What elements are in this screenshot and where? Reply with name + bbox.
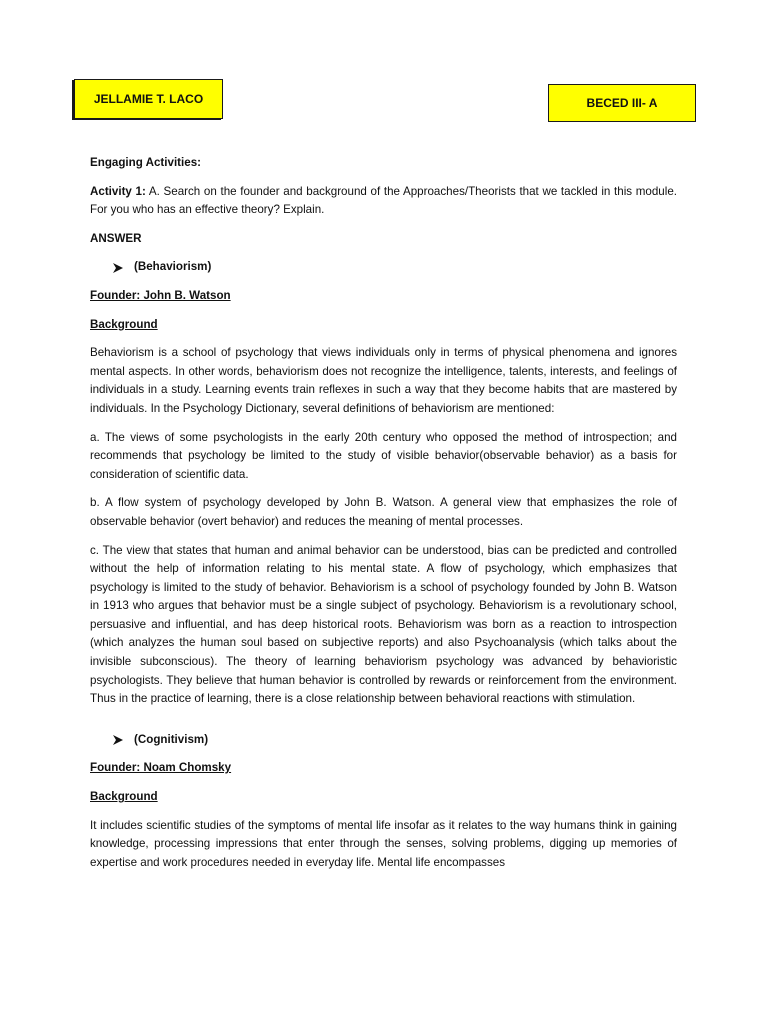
student-name-box: [74, 79, 223, 119]
answer-label: ANSWER: [90, 231, 142, 245]
arrow-bullet-icon: [112, 734, 124, 746]
behaviorism-paragraph-b: b. A flow system of psychology developed by John B. Watson. A general view that emphasizes the role of observable behavior (overt behavior) and reduces the meaning of mental processes.: [90, 496, 677, 528]
bullet-cognitivism: [90, 731, 677, 750]
arrow-bullet-icon: [112, 262, 124, 274]
section-label: BECED III- A: [586, 96, 658, 110]
behaviorism-background-label: Background: [90, 317, 158, 331]
cognitivism-paragraph-1: It includes scientific studies of the symptoms of mental life insofar as it relates to the way humans think in gaining knowledge, processing impressions that enter through the senses, solving problems, digging up memories of expertise and work procedures needed in everyday life. Mental life encompasses: [90, 818, 677, 869]
behaviorism-title: (Behaviorism): [134, 260, 212, 274]
activity-text: A. Search on the founder and background of the Approaches/Theorists that we tackled in this module. For you who has an effective theory? Explain.: [90, 184, 677, 217]
heading-engaging-activities: Engaging Activities:: [90, 156, 202, 169]
cognitivism-title: (Cognitivism): [134, 732, 209, 746]
activity-label: Activity 1:: [90, 184, 146, 198]
cognitivism-background-label: Background: [90, 790, 158, 804]
cognitivism-founder: Founder: Noam Chomsky: [90, 761, 232, 775]
document-body: [90, 154, 677, 882]
behaviorism-paragraph-c: c. The view that states that human and animal behavior can be understood, bias can be predicted and controlled without the help of information relating to his mental state. A flow of psychology, which emphasizes that psychology is limited to the study of behavior. Behaviorism is a school of psychology founded by John B. Watson in 1913 who argues that behavior must be a single subject of psychology. Behaviorism is a revolutionary school, persuasive and influential, and has deep historical roots. Behaviorism was born as a reaction to introspection (which analyzes the human soul based on subjective reports) and also Psychoanalysis (which talks about the invisible subconscious). The theory of learning behaviorism psychology was advanced by behavioristic psychologists. They believe that human behavior is controlled by rewards or reinforcement from the environment. Thus in the practice of learning, there is a close relationship between behavioral reactions with stimulation.: [90, 543, 677, 706]
student-name: JELLAMIE T. LACO: [93, 92, 204, 106]
behaviorism-paragraph-1: Behaviorism is a school of psychology that views individuals only in terms of physical phenomena and ignores mental aspects. In other words, behaviorism does not recognize the intelligence, talents, interests, and feelings of individuals in a study. Learning events train reflexes in such a way that they become habits that are mastered by individuals. In the Psychology Dictionary, several definitions of behaviorism are mentioned:: [90, 346, 677, 415]
section-box: [548, 84, 696, 122]
bullet-behaviorism: [90, 258, 677, 277]
behaviorism-founder: Founder: John B. Watson: [90, 288, 231, 302]
behaviorism-paragraph-a: a. The views of some psychologists in the early 20th century who opposed the method of introspection; and recommends that psychology be limited to the study of visible behavior(observable behavior) as a basis for consideration of scientific data.: [90, 430, 677, 481]
activity-paragraph: [90, 183, 677, 220]
